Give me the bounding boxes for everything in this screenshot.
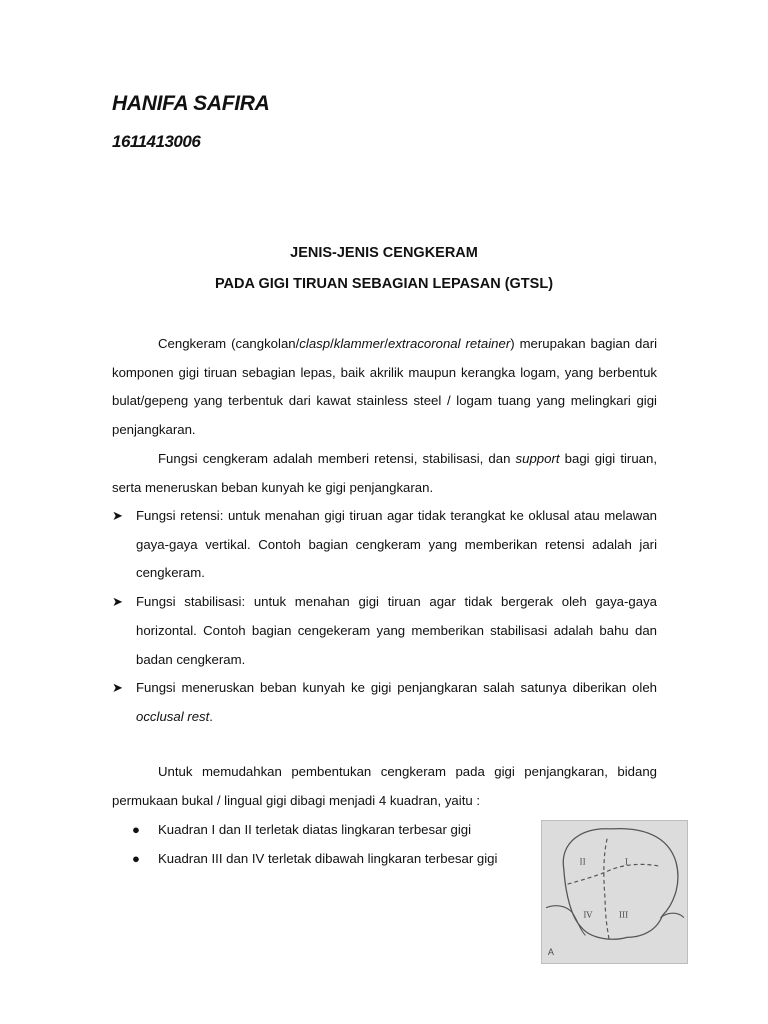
function-retensi: Fungsi retensi: untuk menahan gigi tiruan agar tidak terangkat ke oklusal atau melawan gaya-gaya vertikal. Contoh bagian cengkeram yang memberikan retensi adalah jari cengkeram. — [136, 508, 657, 581]
function-stabilisasi: Fungsi stabilisasi: untuk menahan gigi tiruan agar tidak bergerak oleh gaya-gaya horizontal. Contoh bagian cengekeram yang memberikan stabilisasi adalah bahu dan badan cengkeram. — [136, 594, 657, 667]
quadrant-intro: Untuk memudahkan pembentukan cengkeram pada gigi penjangkaran, bidang permukaan bukal / lingual gigi dibagi menjadi 4 kuadran, yaitu : — [112, 764, 657, 808]
tooth-quadrant-figure — [541, 820, 688, 964]
p2-post: bagi gigi tiruan, serta meneruskan beban kunyah ke gigi penjangkaran. — [112, 451, 657, 495]
arrow-bullet-icon: ➤ — [112, 594, 123, 610]
label-q2: II — [579, 857, 586, 867]
p2-pre: Fungsi cengkeram adalah memberi retensi, stabilisasi, dan — [158, 451, 516, 466]
list-item — [112, 502, 657, 588]
quadrant-list — [112, 816, 532, 873]
title-line-2: PADA GIGI TIRUAN SEBAGIAN LEPASAN (GTSL) — [214, 276, 554, 292]
p1-pre: Cengkeram (cangkolan/ — [158, 336, 300, 351]
label-corner: A — [547, 948, 554, 959]
paragraph-function — [112, 445, 657, 502]
label-q1: I — [624, 857, 628, 867]
bullet-dot-icon: ● — [132, 822, 140, 837]
label-q4: IV — [583, 910, 593, 920]
arrow-bullet-icon: ➤ — [112, 680, 123, 696]
author-student-id: 1611413006 — [112, 132, 201, 151]
function-suffix: . — [209, 708, 213, 724]
p1-post: ) merupakan bagian dari komponen gigi tiruan sebagian lepas, baik akrilik maupun kerangka logam, yang berbentuk bulat/gepeng yang terbentuk dari kawat stainless steel / logam tuang yang melingkari gigi penjangkaran. — [112, 336, 658, 438]
list-item — [112, 588, 657, 674]
quadrant-3-4: Kuadran III dan IV terletak dibawah lingkaran terbesar gigi — [158, 850, 498, 866]
function-occlusal-rest: occlusal rest — [136, 708, 210, 724]
paragraph-definition — [112, 330, 657, 445]
p2-italic-support: support — [515, 451, 560, 466]
p1-italic-clasp: clasp — [299, 336, 331, 351]
tooth-quadrant-diagram — [542, 821, 687, 963]
p1-slash-2: / — [384, 336, 388, 351]
paragraph-quadrants — [112, 758, 657, 815]
quadrant-1-2: Kuadran I dan II terletak diatas lingkaran terbesar gigi — [158, 822, 472, 837]
function-beban: Fungsi meneruskan beban kunyah ke gigi penjangkaran salah satunya diberikan oleh — [136, 680, 657, 696]
title-line-1: JENIS-JENIS CENGKERAM — [290, 245, 478, 261]
p1-italic-retainer: extracoronal retainer — [388, 336, 511, 351]
label-q3: III — [618, 910, 629, 920]
author-name: HANIFA SAFIRA — [112, 92, 270, 115]
list-item — [112, 674, 657, 731]
p1-slash-1: / — [330, 336, 334, 351]
arrow-bullet-icon: ➤ — [112, 508, 123, 523]
list-item — [112, 816, 532, 845]
list-item — [112, 845, 532, 874]
function-list — [112, 502, 657, 732]
bullet-dot-icon: ● — [132, 850, 140, 866]
p1-italic-klammer: klammer — [333, 336, 385, 351]
